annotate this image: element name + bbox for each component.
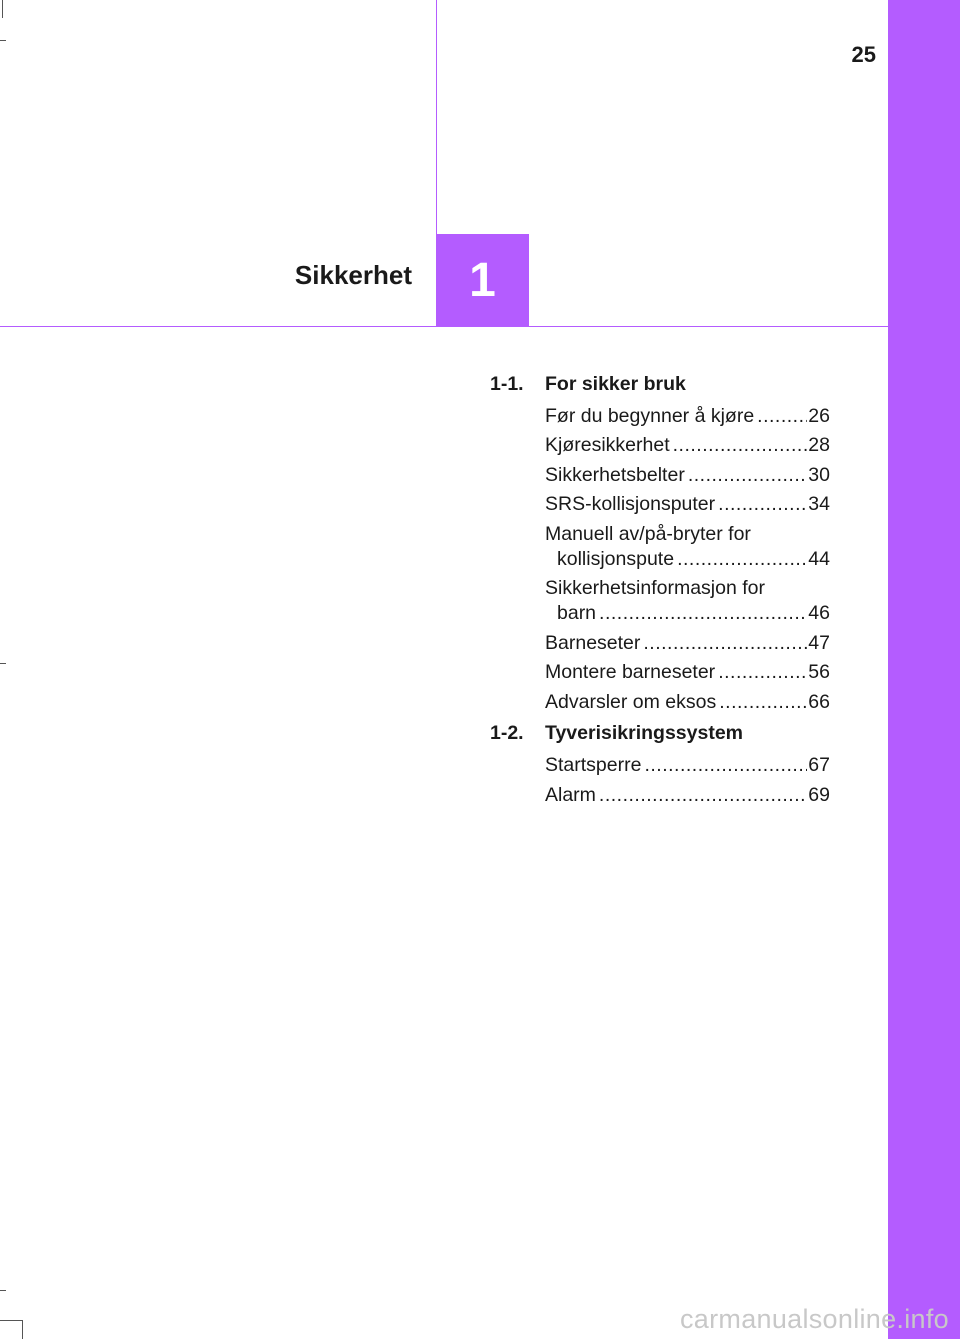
crop-mark [22, 1320, 23, 1339]
dot-leader [599, 602, 807, 625]
crop-mark [2, 0, 3, 18]
toc-section [490, 370, 830, 714]
dot-leader [718, 661, 807, 684]
toc-section-heading[interactable] [490, 720, 830, 748]
dot-leader [718, 493, 807, 516]
toc-section-heading[interactable] [490, 370, 830, 398]
toc-entry-page: 46 [808, 602, 830, 624]
chapter-title: Sikkerhet [294, 260, 412, 290]
toc-entry-label: Montere barneseter [545, 661, 716, 683]
section-title: For sikker bruk [545, 372, 686, 395]
toc-entry[interactable] [490, 428, 830, 458]
toc-entry-label: Sikkerhetsbelter [545, 463, 685, 486]
dot-leader [643, 632, 807, 655]
section-number: 1-2. [490, 722, 524, 744]
toc-entry-label: Sikkerhetsinformasjon for [545, 577, 766, 599]
toc-entry-label: Advarsler om eksos [545, 690, 717, 713]
dot-leader [757, 405, 807, 428]
toc-entry-page: 47 [808, 631, 830, 654]
header-vertical-rule [436, 0, 437, 234]
toc-entry[interactable] [490, 655, 830, 685]
toc-entry-page: 30 [808, 463, 830, 486]
section-title: Tyverisikringssystem [545, 722, 743, 744]
toc-entry[interactable] [490, 487, 830, 517]
toc-entry[interactable] [490, 398, 830, 428]
toc-entry-page: 69 [808, 783, 830, 806]
toc-entry-page: 44 [808, 547, 830, 570]
chapter-number-box [436, 234, 529, 327]
toc-entry-label: Før du begynner å kjøre [545, 404, 755, 427]
section-number: 1-1. [490, 372, 524, 395]
toc-entry[interactable] [490, 777, 830, 807]
toc-entry-label: Kjøresikkerhet [545, 434, 670, 456]
toc-entry-label: Alarm [545, 783, 596, 806]
toc-section [490, 720, 830, 807]
toc-entry[interactable] [490, 625, 830, 655]
toc-entry-page: 66 [808, 690, 830, 713]
chapter-side-tab [888, 0, 960, 1339]
chapter-number: 1 [469, 254, 496, 307]
toc-entry-page: 26 [808, 404, 830, 427]
toc-entry-label: Manuell av/på-bryter for [545, 522, 751, 545]
dot-leader [677, 548, 807, 571]
toc-entry[interactable] [490, 571, 830, 626]
crop-mark [0, 40, 6, 41]
crop-mark [0, 663, 6, 664]
table-of-contents [490, 370, 830, 813]
toc-entry-label-continued: barn [557, 602, 597, 624]
dot-leader [644, 754, 807, 777]
crop-mark [0, 1320, 22, 1321]
toc-entry-label: Startsperre [545, 754, 642, 776]
dot-leader [719, 691, 807, 714]
page-number: 25 [851, 42, 876, 67]
toc-entry-label: Barneseter [545, 631, 641, 654]
toc-entry[interactable] [490, 457, 830, 487]
toc-entry-page: 28 [808, 434, 830, 456]
dot-leader [599, 784, 807, 807]
toc-entry-page: 67 [808, 754, 830, 776]
crop-mark [0, 1290, 6, 1291]
toc-entry-label-continued: kollisjonspute [557, 547, 675, 570]
toc-entry[interactable] [490, 748, 830, 778]
toc-entry-label: SRS-kollisjonsputer [545, 493, 716, 515]
toc-entry-page: 34 [808, 493, 830, 515]
toc-entry[interactable] [490, 516, 830, 571]
watermark-text: carmanualsonline.info [680, 1304, 949, 1334]
toc-entry-page: 56 [808, 661, 830, 683]
dot-leader [673, 434, 808, 457]
toc-entry[interactable] [490, 684, 830, 714]
dot-leader [688, 464, 807, 487]
